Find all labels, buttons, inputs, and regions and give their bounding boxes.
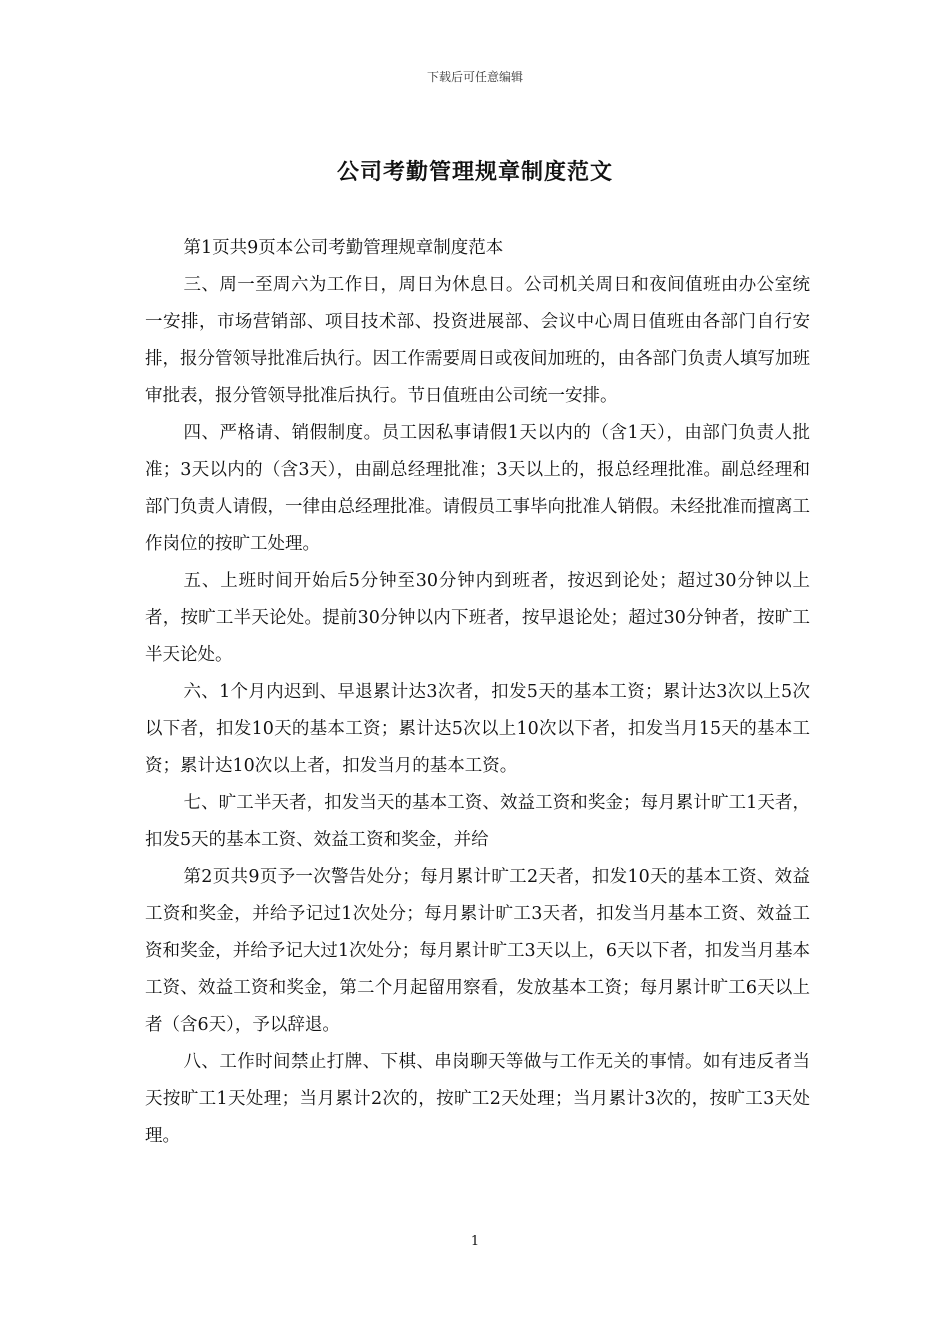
- paragraph-lateness: 五、上班时间开始后5分钟至30分钟内到班者，按迟到论处；超过30分钟以上者，按旷工半天论处。提前30分钟以内下班者，按早退论处；超过30分钟者，按旷工半天论处。: [145, 571, 810, 665]
- paragraph-absence-continued: 第2页共9页予一次警告处分；每月累计旷工2天者，扣发10天的基本工资、效益工资和奖金，并给予记过1次处分；每月累计旷工3天者，扣发当月基本工资、效益工资和奖金，并给予记大过1次处分；每月累计旷工3天以上，6天以下者，扣发当月基本工资、效益工资和奖金，第二个月起留用察看，发放基本工资；每月累计旷工6天以上者（含6天），予以辞退。: [145, 867, 810, 1035]
- paragraph-page-marker-1: 第1页共9页本公司考勤管理规章制度范本: [183, 238, 504, 258]
- paragraph-absence: 七、旷工半天者，扣发当天的基本工资、效益工资和奖金；每月累计旷工1天者，扣发5天的基本工资、效益工资和奖金，并给: [145, 793, 810, 850]
- paragraph-work-conduct: 八、工作时间禁止打牌、下棋、串岗聊天等做与工作无关的事情。如有违反者当天按旷工1天处理；当月累计2次的，按旷工2天处理；当月累计3次的，按旷工3天处理。: [145, 1052, 810, 1146]
- paragraph-lateness-penalty: 六、1个月内迟到、早退累计达3次者，扣发5天的基本工资；累计达3次以上5次以下者，扣发10天的基本工资；累计达5次以上10次以下者，扣发当月15天的基本工资；累计达10次以上者，扣发当月的基本工资。: [145, 682, 810, 776]
- paragraph-leave-policy: 四、严格请、销假制度。员工因私事请假1天以内的（含1天），由部门负责人批准；3天以内的（含3天），由副总经理批准；3天以上的，报总经理批准。副总经理和部门负责人请假，一律由总经理批准。请假员工事毕向批准人销假。未经批准而擅离工作岗位的按旷工处理。: [145, 423, 810, 554]
- header-note: 下载后可任意编辑: [426, 70, 523, 84]
- document-body: [145, 230, 810, 1155]
- page-number: 1: [470, 1234, 480, 1249]
- document-title: 公司考勤管理规章制度范文: [336, 159, 613, 185]
- paragraph-workdays: 三、周一至周六为工作日，周日为休息日。公司机关周日和夜间值班由办公室统一安排，市场营销部、项目技术部、投资进展部、会议中心周日值班由各部门自行安排，报分管领导批准后执行。因工作需要周日或夜间加班的，由各部门负责人填写加班审批表，报分管领导批准后执行。节日值班由公司统一安排。: [145, 275, 810, 406]
